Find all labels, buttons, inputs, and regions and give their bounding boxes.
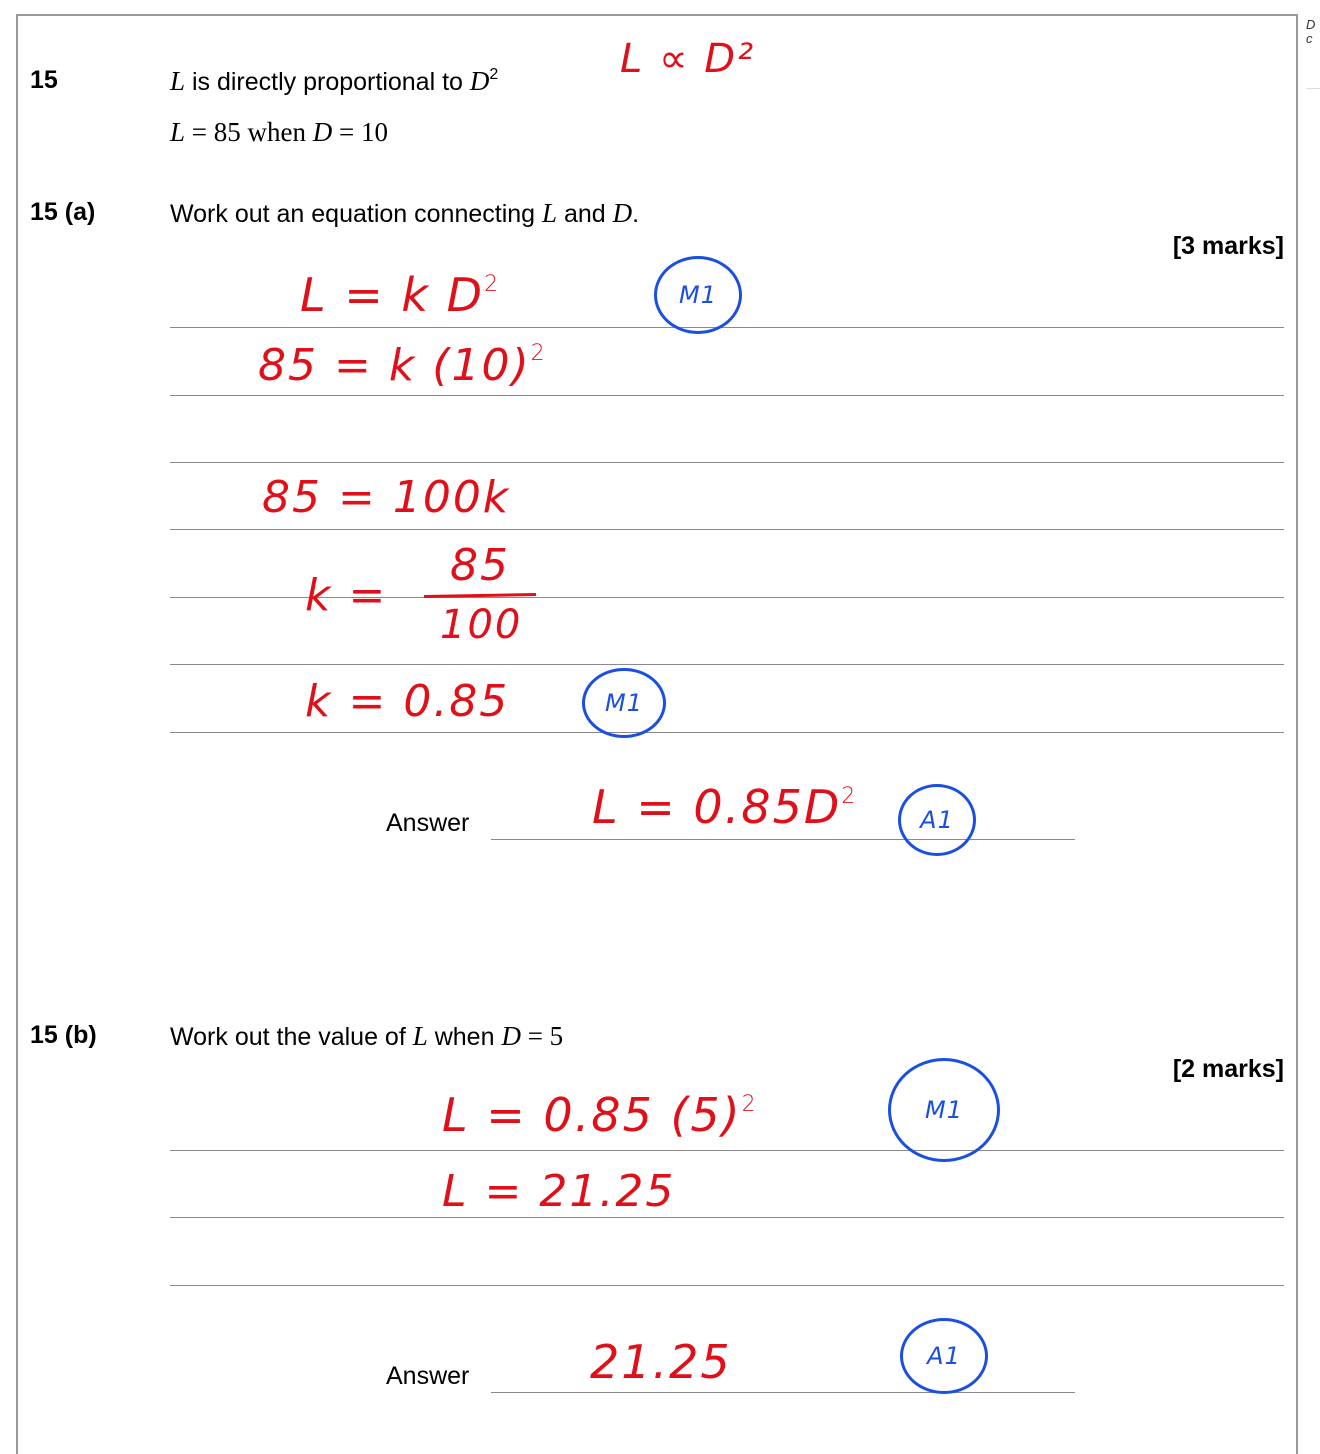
stem2-eq2: = 10 (332, 117, 388, 147)
part-a-end: . (632, 200, 640, 228)
answer-rule (170, 1217, 1284, 1218)
stem-var-d: D (469, 66, 490, 96)
mark-m1-circle: M1 (888, 1058, 1000, 1162)
stem2-var-d: D (312, 117, 333, 147)
mark-a1-circle: A1 (900, 1318, 988, 1394)
part-a-mid: and (557, 200, 613, 228)
answer-rule (170, 1285, 1284, 1286)
answer-rule (170, 1150, 1284, 1151)
part-a-var-l: L (542, 198, 558, 228)
working-a-line-5: k = 0.85 (305, 676, 510, 727)
working-a-line-2 (258, 340, 547, 391)
working-b-line-1-text: L = 0.85 (5) (442, 1088, 742, 1142)
side-margin-note: D c (1306, 18, 1320, 89)
part-a-var-d: D (612, 198, 633, 228)
answer-a-exp: 2 (841, 784, 858, 809)
part-b-prompt-pre: Work out the value of (170, 1023, 413, 1051)
part-b-eq: = 5 (520, 1021, 564, 1051)
question-number: 15 (30, 66, 58, 94)
stem-line-1 (170, 66, 498, 97)
part-a-label: 15 (a) (30, 198, 96, 226)
mark-m1-circle: M1 (582, 668, 666, 738)
working-a-fraction-denominator: 100 (440, 602, 523, 648)
part-b-var-l: L (412, 1021, 428, 1051)
working-b-line-1-exp: 2 (741, 1092, 758, 1117)
stem-text: is directly proportional to (185, 68, 470, 96)
stem-exponent: 2 (489, 66, 499, 83)
answer-rule (170, 529, 1284, 530)
working-a-line-1-exp: 2 (484, 272, 501, 297)
answer-line (491, 839, 1075, 840)
part-a-marks: [3 marks] (1172, 232, 1284, 260)
answer-a-value-text: L = 0.85D (592, 780, 842, 834)
part-b-var-d: D (501, 1021, 521, 1051)
mark-m1-circle: M1 (654, 256, 742, 334)
mark-a1-circle: A1 (898, 784, 976, 856)
part-a-prompt (170, 198, 639, 229)
answer-a-value (592, 780, 857, 834)
part-b-prompt (170, 1021, 563, 1052)
working-a-line-4-lhs: k = (305, 570, 388, 621)
answer-rule (170, 664, 1284, 665)
stem-line-2 (170, 117, 388, 148)
working-a-line-3: 85 = 100k (262, 472, 511, 523)
stem-var-l: L (170, 66, 186, 96)
answer-rule (170, 327, 1284, 328)
answer-rule (170, 462, 1284, 463)
handwritten-proportion-note: L ∝ D² (620, 36, 756, 82)
part-b-mid: when (427, 1023, 502, 1051)
working-b-line-2: L = 21.25 (442, 1166, 676, 1217)
working-a-fraction-numerator: 85 (450, 540, 510, 591)
working-a-line-2-text: 85 = k (10) (258, 340, 531, 391)
stem2-var-l: L (170, 117, 186, 147)
part-b-marks: [2 marks] (1172, 1055, 1284, 1083)
part-b-label: 15 (b) (30, 1021, 97, 1049)
answer-rule (170, 395, 1284, 396)
working-a-line-1 (300, 268, 500, 322)
stem2-eq1: = 85 when (185, 117, 313, 147)
page-frame (16, 14, 1298, 1454)
answer-b-value: 21.25 (590, 1335, 732, 1389)
answer-label: Answer (386, 1362, 470, 1390)
part-a-prompt-pre: Work out an equation connecting (170, 200, 543, 228)
working-b-line-1 (442, 1088, 758, 1142)
working-a-line-2-exp: 2 (530, 341, 547, 366)
answer-label: Answer (386, 809, 470, 837)
working-a-line-1-text: L = k D (300, 268, 485, 322)
answer-rule (170, 732, 1284, 733)
answer-line (491, 1392, 1075, 1393)
